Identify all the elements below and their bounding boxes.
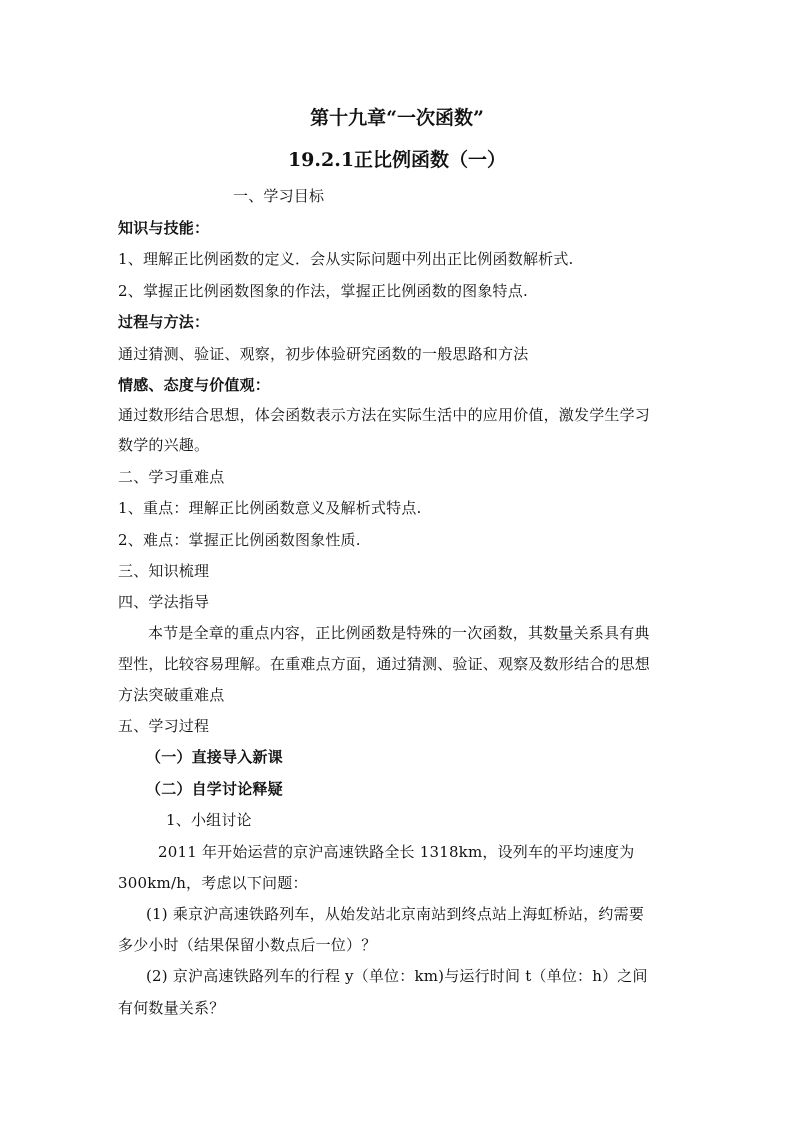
emotion-heading: 情感、态度与价值观：	[118, 376, 271, 394]
method-text-line-3: 方法突破重难点	[118, 686, 225, 704]
problem-line-1: 2011 年开始运营的京沪高速铁路全长 1318km，设列车的平均速度为	[158, 843, 635, 861]
method-heading: 四、学法指导	[118, 593, 210, 611]
method-text-line-2: 型性，比较容易理解。在重难点方面，通过猜测、验证、观察及数形结合的思想	[118, 655, 651, 673]
problem-line-2: 300km/h，考虑以下问题：	[118, 874, 308, 892]
process-text: 通过猜测、验证、观察，初步体验研究函数的一般思路和方法	[118, 345, 529, 363]
question-2-line-1: (2) 京沪高速铁路列车的行程 y（单位：km)与运行时间 t（单位：h）之间	[146, 967, 648, 985]
process-heading: 过程与方法：	[118, 313, 210, 331]
question-1-line-2: 多少小时（结果保留小数点后一位）？	[118, 936, 377, 954]
key-point-2: 2、难点：掌握正比例函数图象性质.	[118, 531, 361, 549]
knowledge-heading: 知识与技能：	[118, 219, 210, 237]
objectives-heading: 一、学习目标	[233, 187, 325, 205]
subsection-2: （二）自学讨论释疑	[146, 780, 283, 798]
question-2-line-2: 有何数量关系？	[118, 999, 225, 1017]
method-text-line-1: 本节是全章的重点内容，正比例函数是特殊的一次函数，其数量关系具有典	[148, 624, 650, 642]
subsection-1: （一）直接导入新课	[146, 748, 283, 766]
emotion-text-line-2: 数学的兴趣。	[118, 436, 210, 454]
chapter-title: 第十九章“一次函数”	[310, 107, 484, 129]
key-points-heading: 二、学习重难点	[118, 468, 225, 486]
knowledge-item-2: 2、掌握正比例函数图象的作法，掌握正比例函数的图象特点.	[118, 282, 528, 300]
knowledge-review-heading: 三、知识梳理	[118, 562, 210, 580]
emotion-text-line-1: 通过数形结合思想，体会函数表示方法在实际生活中的应用价值，激发学生学习	[118, 406, 651, 424]
key-point-1: 1、重点：理解正比例函数意义及解析式特点.	[118, 499, 422, 517]
question-1-line-1: (1) 乘京沪高速铁路列车，从始发站北京南站到终点站上海虹桥站，约需要	[146, 905, 645, 923]
section-title: 19.2.1正比例函数（一）	[287, 149, 507, 171]
group-discussion: 1、小组讨论	[166, 811, 252, 829]
process-section-heading: 五、学习过程	[118, 717, 210, 735]
knowledge-item-1: 1、理解正比例函数的定义．会从实际问题中列出正比例函数解析式.	[118, 250, 574, 268]
